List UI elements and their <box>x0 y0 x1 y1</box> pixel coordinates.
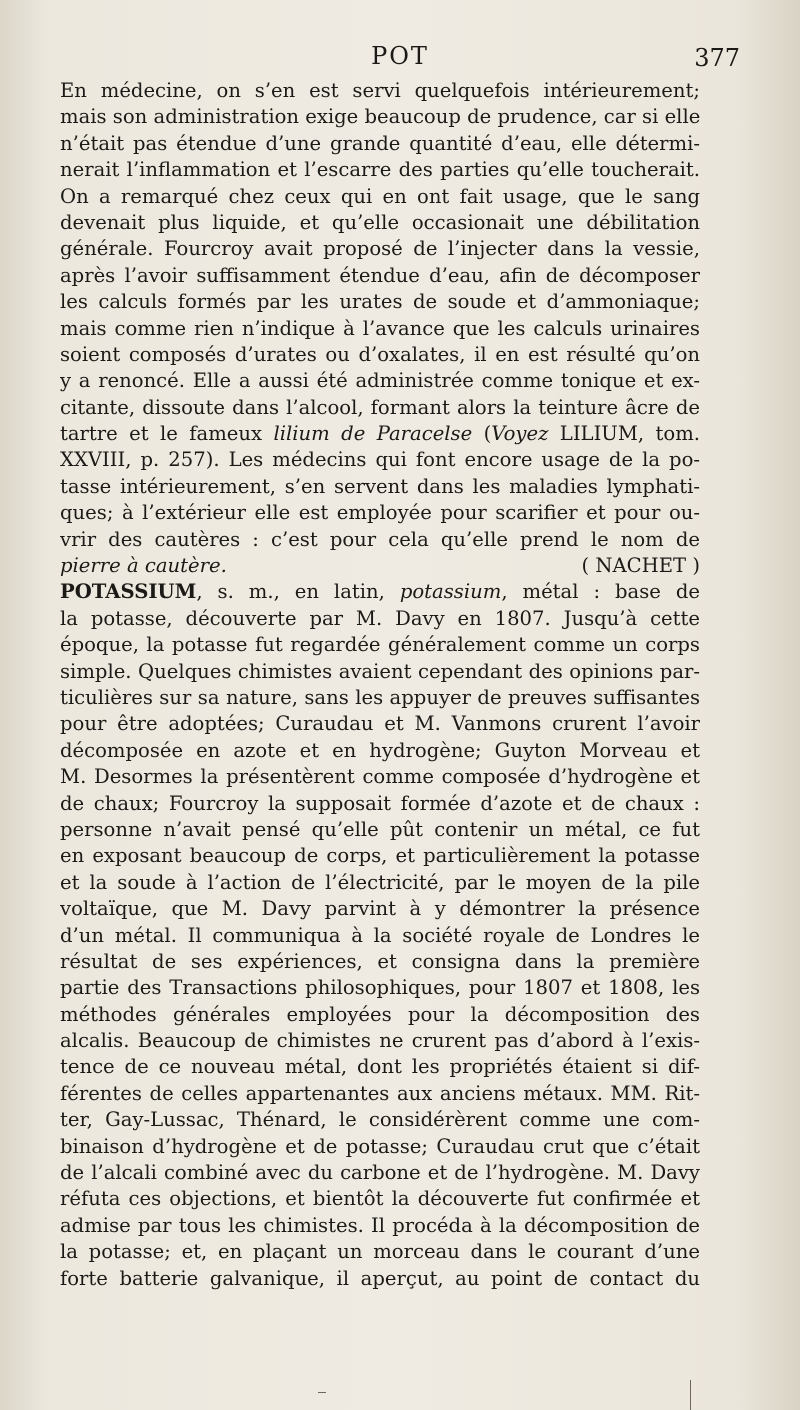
text-line: n’était pas étendue d’une grande quantité d’eau, elle détermi- <box>60 131 700 155</box>
text-line: citante, dissoute dans l’alcool, formant alors la teinture âcre de <box>60 395 700 419</box>
text-line: personne n’avait pensé qu’elle pût contenir un métal, ce fut <box>60 817 700 841</box>
text-line: ticulières sur sa nature, sans les appuyer de preuves suffisantes <box>60 685 700 709</box>
cross-reference-label: Voyez <box>491 422 549 446</box>
text-line: soient composés d’urates ou d’oxalates, il en est résulté qu’on <box>60 342 700 366</box>
text-line: décomposée en azote et en hydrogène; Guyton Morveau et <box>60 738 700 762</box>
text-line: de chaux; Fourcroy la supposait formée d’azote et de chaux : <box>60 791 700 815</box>
text-line: mais comme rien n’indique à l’avance que les calculs urinaires <box>60 316 700 340</box>
scan-edge-mark <box>690 1380 691 1410</box>
author-signature: ( NACHET ) <box>581 554 700 578</box>
text-line: mais son administration exige beaucoup de prudence, car si elle <box>60 105 700 129</box>
text-line: tence de ce nouveau métal, dont les propriétés étaient si dif- <box>60 1055 700 1079</box>
text-fragment: , métal : base de <box>501 580 700 604</box>
italic-title: lilium de Paracelse <box>273 422 473 446</box>
text-line: la potasse; et, en plaçant un morceau dans le courant d’une <box>60 1240 700 1264</box>
text-line: les calculs formés par les urates de soude et d’ammoniaque; <box>60 290 700 314</box>
text-line: tasse intérieurement, s’en servent dans les maladies lymphati- <box>60 474 700 498</box>
text-line: la potasse, découverte par M. Davy en 1807. Jusqu’à cette <box>60 606 700 630</box>
text-fragment: , p. 257). Les médecins qui font encore usage de la po- <box>125 448 700 472</box>
text-line: nerait l’inflammation et l’escarre des parties qu’elle toucherait. <box>60 158 700 182</box>
text-line: époque, la potasse fut regardée généralement comme un corps <box>60 633 700 657</box>
text-line: forte batterie galvanique, il aperçut, au point de contact du <box>60 1266 700 1290</box>
text-line: M. Desormes la présentèrent comme composée d’hydrogène et <box>60 765 700 789</box>
text-line: En médecine, on s’en est servi quelquefois intérieurement; <box>60 79 700 102</box>
text-fragment: tartre et le fameux <box>60 422 274 446</box>
text-line: admise par tous les chimistes. Il procéda à la décomposition de <box>60 1213 700 1237</box>
text-line: vrir des cautères : c’est pour cela qu’elle prend le nom de <box>60 527 700 551</box>
text-line: pour être adoptées; Curaudau et M. Vanmons crurent l’avoir <box>60 712 700 736</box>
text-line: devenait plus liquide, et qu’elle occasionait une débilitation <box>60 210 700 234</box>
text-line: résultat de ses expériences, et consigna dans la première <box>60 949 700 973</box>
text-line: y a renoncé. Elle a aussi été administrée comme tonique et ex- <box>60 369 700 393</box>
text-line: méthodes générales employées pour la décomposition des <box>60 1002 700 1026</box>
italic-term: pierre à cautère. <box>60 554 227 578</box>
text-line: en exposant beaucoup de corps, et particulièrement la potasse <box>60 844 700 868</box>
text-line: alcalis. Beaucoup de chimistes ne crurent pas d’abord à l’exis- <box>60 1029 700 1053</box>
scan-speck <box>318 1392 326 1393</box>
page-number: 377 <box>694 44 740 72</box>
text-line: d’un métal. Il communiqua à la société royale de Londres le <box>60 923 700 947</box>
text-line: partie des Transactions philosophiques, pour 1807 et 1808, les <box>60 976 700 1000</box>
body-text <box>60 78 700 1292</box>
text-line: ques; à l’extérieur elle est employée pour scarifier et pour ou- <box>60 501 700 525</box>
text-fragment: , tom. <box>637 422 700 446</box>
entry-headword: POTASSIUM <box>60 580 197 604</box>
text-line <box>60 447 700 473</box>
cross-reference-entry: LILIUM <box>548 422 638 446</box>
text-line: de l’alcali combiné avec du carbone et de l’hydrogène. M. Davy <box>60 1161 700 1185</box>
text-line: binaison d’hydrogène et de potasse; Curaudau crut que c’était <box>60 1134 700 1158</box>
running-head: POT <box>371 42 429 70</box>
text-fragment: , s. m., en latin, <box>196 580 400 604</box>
text-line: réfuta ces objections, et bientôt la découverte fut confirmée et <box>60 1187 700 1211</box>
text-line: générale. Fourcroy avait proposé de l’injecter dans la vessie, <box>60 237 700 261</box>
text-line: ter, Gay-Lussac, Thénard, le considérèrent comme une com- <box>60 1108 700 1132</box>
text-line-signed <box>60 553 700 579</box>
page-header <box>60 40 740 80</box>
entry-heading-line <box>60 579 700 605</box>
text-line: après l’avoir suffisamment étendue d’eau, afin de décomposer <box>60 263 700 287</box>
text-line: simple. Quelques chimistes avaient cependant des opinions par- <box>60 659 700 683</box>
text-line: férentes de celles appartenantes aux anciens métaux. MM. Rit- <box>60 1081 700 1105</box>
text-line: et la soude à l’action de l’électricité, par le moyen de la pile <box>60 870 700 894</box>
text-line: On a remarqué chez ceux qui en ont fait usage, que le sang <box>60 184 700 208</box>
latin-term: potassium <box>399 580 502 604</box>
text-fragment: ( <box>472 422 492 446</box>
text-line-with-reference <box>60 421 700 447</box>
text-line: voltaïque, que M. Davy parvint à y démontrer la présence <box>60 897 700 921</box>
volume-number: XXVIII <box>60 448 126 472</box>
